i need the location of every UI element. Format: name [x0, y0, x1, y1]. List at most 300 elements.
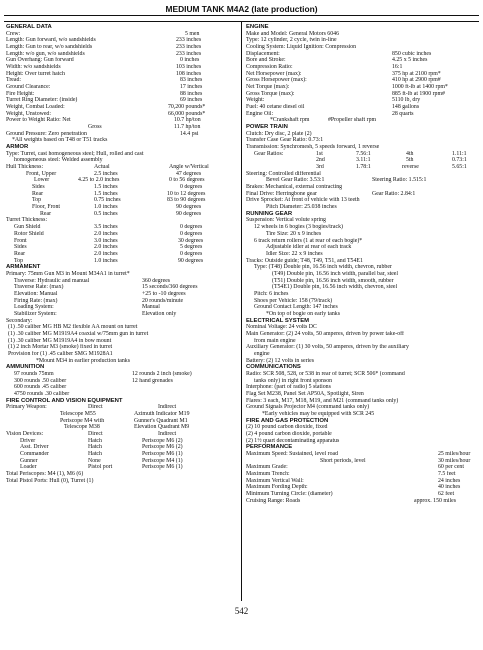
spec-label: Shoes per Vehicle: 158 (79/track)	[254, 297, 333, 304]
spec-label: 300 rounds .50 caliber	[14, 377, 67, 384]
spec-label: Fire Height:	[6, 90, 35, 97]
spec-value: 1.5 inches	[94, 190, 118, 197]
spec-row	[6, 351, 238, 358]
spec-row	[246, 471, 478, 478]
spec-value: 60 per cent	[438, 464, 464, 471]
spec-row	[6, 84, 238, 91]
spec-label: homogeneous steel: Welded assembly	[14, 157, 103, 164]
spec-row	[6, 251, 238, 258]
spec-label: Engine Oil:	[246, 110, 274, 117]
spec-label: Width: w/o sandshields	[6, 64, 61, 71]
spec-value: 28 quarts	[392, 110, 414, 117]
spec-value: 360 degrees	[142, 277, 171, 284]
spec-label: Adjustable idler at rear of each track	[266, 244, 352, 251]
spec-label: Turret Thickness:	[6, 217, 48, 224]
section-heading: PERFORMANCE	[246, 444, 293, 451]
spec-row	[6, 31, 238, 38]
spec-value: 5.65:1	[452, 164, 467, 171]
section-heading: ARMAMENT	[6, 264, 41, 271]
spec-value: 1.0 inches	[94, 204, 118, 211]
spec-value: 7.5 feet	[438, 471, 456, 478]
spec-label: 12 wheels in 6 bogies (3 bogies/track)	[254, 224, 343, 231]
spec-row	[6, 131, 238, 138]
spec-label: Total Pistol Ports: Hull (0), Turret (1)	[6, 477, 94, 484]
spec-value: 4th	[406, 150, 414, 157]
spec-label: Bore and Stroke:	[246, 57, 286, 64]
spec-label: Rear	[40, 210, 52, 217]
spec-row	[246, 391, 478, 398]
spec-value: 4.25 to 2.0 inches	[78, 177, 120, 184]
spec-label: *Early vehicles may be equipped with SCR 245	[262, 410, 375, 417]
spec-label: Maximum Fording Depth:	[246, 484, 308, 491]
spec-label: Pitch: 6 inches	[254, 290, 289, 297]
spec-value: Periscope M6 (1)	[142, 464, 183, 471]
spec-value: 1.78:1	[356, 164, 371, 171]
spec-row	[6, 471, 238, 478]
spec-label: Maximum Grade:	[246, 464, 288, 471]
spec-row	[246, 284, 478, 291]
spec-label: Displacement:	[246, 50, 280, 57]
spec-value: Azimuth Indicator M19	[134, 410, 190, 417]
spec-label: (2) 10 pound carbon dioxide, fixed	[246, 424, 328, 431]
spec-value: 1000 ft-lb at 1400 rpm*	[392, 84, 448, 91]
spec-row	[246, 84, 478, 91]
spec-row	[6, 217, 238, 224]
spec-label: Rear	[32, 190, 44, 197]
spec-row	[246, 97, 478, 104]
spec-label: Telescope M38	[64, 424, 100, 431]
spec-label: (1) .30 caliber MG M1919A4 in bow mount	[8, 337, 112, 344]
spec-label: 97 rounds 75mm	[14, 370, 54, 377]
spec-value: 62 feet	[438, 491, 455, 498]
section-heading: COMMUNICATIONS	[246, 364, 301, 371]
spec-row	[6, 231, 238, 238]
spec-label: Steering: Controlled differential	[246, 170, 321, 177]
spec-value: 233 inches	[176, 50, 202, 57]
spec-label: *On top of bogie on early tanks	[266, 310, 341, 317]
spec-row	[6, 71, 238, 78]
spec-label: Crew:	[6, 30, 21, 37]
spec-label: Hull Thickness:	[6, 164, 44, 171]
spec-label: Ground Pressure: Zero penetration	[6, 130, 87, 137]
spec-label: 6 track return rollers (1 at rear of each bogie)*	[254, 237, 363, 244]
spec-row	[6, 411, 238, 418]
spec-value: Actual	[94, 164, 110, 171]
spec-label: Rotor Shield	[14, 230, 44, 237]
spec-value: 12 rounds 2 inch (smoke)	[132, 370, 192, 377]
spec-label: Sides	[14, 244, 27, 251]
section-heading-row	[246, 318, 478, 325]
spec-label: Sides	[32, 184, 45, 191]
title-top-rule	[4, 15, 479, 16]
spec-value: 375 hp at 2100 rpm*	[392, 70, 441, 77]
spec-row	[246, 344, 478, 351]
spec-row	[6, 424, 238, 431]
spec-label: (T51) Double pin, 16.56 inch width, smooth, rubber	[272, 277, 394, 284]
section-heading: FIRE CONTROL AND VISION EQUIPMENT	[6, 397, 123, 404]
spec-row	[246, 231, 478, 238]
section-heading-row	[6, 144, 238, 151]
spec-row	[6, 77, 238, 84]
section-heading: GENERAL DATA	[6, 24, 52, 30]
spec-value: Steering Ratio: 1.515:1	[372, 177, 427, 184]
spec-value: Indirect	[158, 430, 177, 437]
spec-value: 3.11:1	[356, 157, 371, 164]
spec-row	[6, 44, 238, 51]
spec-label: Primary Weapon:	[6, 404, 47, 411]
spec-value: 0 degrees	[180, 230, 203, 237]
spec-value: 24 inches	[438, 477, 461, 484]
section-heading-row	[6, 398, 238, 405]
spec-row	[6, 51, 238, 58]
spec-label: Power to Weight Ratio: Net	[6, 117, 71, 124]
spec-row	[6, 91, 238, 98]
spec-row	[246, 144, 478, 151]
spec-row	[246, 458, 478, 465]
spec-label: Short periods, level	[320, 457, 366, 464]
spec-row	[246, 258, 478, 265]
spec-value: Periscope M4 (1)	[142, 457, 183, 464]
spec-label: 4750 rounds .30 caliber	[14, 390, 70, 397]
section-heading-row	[6, 364, 238, 371]
spec-label: Bevel Gear Ratio: 3.53:1	[266, 177, 325, 184]
spec-label: Pitch Diameter: 25.038 inches	[266, 204, 337, 211]
spec-row	[6, 184, 238, 191]
spec-row	[246, 411, 478, 418]
spec-label: Net Torque (max):	[246, 84, 290, 91]
spec-value: Gunner's Quadrant M1	[134, 417, 188, 424]
spec-value: 3.5 inches	[94, 224, 118, 231]
spec-row	[246, 197, 478, 204]
spec-row	[246, 384, 478, 391]
spec-row	[246, 304, 478, 311]
spec-row	[246, 151, 478, 158]
spec-label: Periscope M4 with	[60, 417, 105, 424]
spec-row	[6, 197, 238, 204]
spec-row	[246, 91, 478, 98]
spec-label: Gross	[88, 124, 102, 131]
spec-row	[6, 324, 238, 331]
spec-label: Turret Ring Diameter: (inside)	[6, 97, 78, 104]
spec-value: Gear Ratio: 2.84:1	[372, 190, 416, 197]
spec-value: 16:1	[392, 64, 403, 71]
spec-label: engine	[254, 350, 270, 357]
spec-value: 83 to 90 degrees	[167, 197, 206, 204]
spec-row	[246, 324, 478, 331]
spec-row	[6, 371, 238, 378]
spec-row	[246, 64, 478, 71]
spec-row	[246, 484, 478, 491]
spec-row	[246, 57, 478, 64]
spec-value: 2.0 inches	[94, 244, 118, 251]
spec-row	[6, 418, 238, 425]
spec-row	[246, 331, 478, 338]
spec-value: 2.0 inches	[94, 250, 118, 257]
spec-value: Elevation only	[142, 310, 177, 317]
spec-label: Firing Rate: (max)	[14, 297, 58, 304]
spec-label: tanks only) in right front sponson	[254, 377, 333, 384]
spec-value: 108 inches	[176, 70, 202, 77]
section-heading-row	[6, 24, 238, 31]
spec-row	[6, 391, 238, 398]
spec-row	[246, 131, 478, 138]
spec-label: (2) 1½ quart decontaminating apparatus	[246, 437, 340, 444]
spec-value: 3.0 inches	[94, 237, 118, 244]
spec-row	[246, 264, 478, 271]
spec-label: Nominal Voltage: 24 volts DC	[246, 324, 317, 331]
spec-label: Front	[14, 237, 27, 244]
spec-label: *Crankshaft rpm	[270, 117, 310, 124]
spec-label: Commander	[20, 451, 49, 457]
spec-label: Traverse Rate: (max)	[14, 284, 64, 291]
spec-row	[6, 258, 238, 265]
page-title: MEDIUM TANK M4A2 (late production)	[165, 4, 318, 14]
spec-label: Gun Shield	[14, 224, 41, 231]
spec-row	[246, 44, 478, 51]
spec-row	[6, 151, 238, 158]
spec-row	[246, 117, 478, 124]
spec-value: 233 inches	[176, 37, 202, 44]
spec-label: (1) .30 caliber MG M1919A4 coaxial w/75mm gun in turret	[8, 330, 149, 337]
spec-label: Tread:	[6, 77, 22, 84]
spec-value: 25 miles/hour	[438, 451, 471, 457]
spec-row	[6, 111, 238, 118]
spec-value: 70,200 pounds*	[168, 104, 206, 111]
spec-row	[6, 117, 238, 124]
spec-row	[246, 217, 478, 224]
section-heading: ENGINE	[246, 24, 269, 30]
section-heading: AMMUNITION	[6, 364, 45, 371]
spec-value: 410 hp at 2900 rpm#	[392, 77, 441, 84]
spec-row	[6, 164, 238, 171]
spec-label: Type: 12 cylinder, 2 cycle, twin in-line	[246, 37, 337, 44]
spec-label: (T49) Double pin, 16.56 inch width, parallel bar, steel	[272, 270, 399, 277]
spec-label: Drive Sprocket: At front of vehicle with 13 teeth	[246, 197, 360, 204]
spec-label: Vision Devices:	[6, 430, 44, 437]
spec-label: Cruising Range: Roads	[246, 497, 301, 504]
spec-row	[6, 331, 238, 338]
spec-value: 0.73:1	[452, 157, 467, 164]
spec-label: 600 rounds .45 caliber	[14, 384, 67, 391]
spec-value: 0.75 inches	[94, 197, 121, 204]
spec-row	[6, 338, 238, 345]
spec-row	[6, 284, 238, 291]
spec-row	[6, 444, 238, 451]
spec-value: Periscope M6 (2)	[142, 437, 183, 444]
spec-label: Type: Turret, cast homogeneous steel; Hull, rolled and cast	[6, 150, 144, 157]
spec-label: Loader	[20, 464, 37, 471]
spec-row	[6, 431, 238, 438]
spec-value: Manual	[142, 304, 160, 311]
spec-label: Compression Ratio:	[246, 64, 293, 71]
spec-row	[6, 238, 238, 245]
spec-value: 5th	[406, 157, 414, 164]
spec-row	[6, 451, 238, 458]
spec-row	[246, 238, 478, 245]
spec-value: 103 inches	[176, 64, 202, 71]
section-heading: ARMOR	[6, 144, 29, 151]
spec-label: Battery: (2) 12 volts in series	[246, 357, 315, 364]
spec-value: Periscope M6 (1)	[142, 451, 183, 457]
spec-value: 47 degrees	[176, 170, 202, 177]
spec-row	[6, 97, 238, 104]
spec-label: Idler Size: 22 x 9 inches	[266, 250, 323, 257]
spec-label: Length: w/o gun, w/o sandshields	[6, 50, 85, 57]
spec-value: 90 degrees	[178, 257, 204, 264]
spec-row	[6, 37, 238, 44]
spec-row	[246, 244, 478, 251]
spec-row	[246, 111, 478, 118]
spec-row	[246, 398, 478, 405]
spec-row	[6, 244, 238, 251]
spec-value: 88 inches	[180, 90, 203, 97]
spec-value: #Propeller shaft rpm	[328, 117, 377, 124]
spec-value: 12 hand grenades	[132, 377, 173, 384]
spec-label: (T54E1) Double pin, 16.56 inch width, chevron, steel	[272, 284, 398, 291]
spec-row	[246, 271, 478, 278]
spec-label: Flag Set M238, Panel Set AP50A, Spotlight, Siren	[246, 390, 364, 397]
spec-value: 15 seconds/360 degrees	[142, 284, 198, 291]
spec-row	[6, 384, 238, 391]
section-heading: FIRE AND GAS PROTECTION	[246, 417, 329, 424]
section-heading: ELECTRICAL SYSTEM	[246, 317, 310, 324]
spec-row	[246, 338, 478, 345]
spec-row	[246, 137, 478, 144]
spec-value: Hatch	[88, 444, 102, 451]
section-heading-row	[246, 24, 478, 31]
spec-label: (2) 4 pound carbon dioxide, portable	[246, 430, 332, 437]
spec-label: Tire Size: 20 x 9 inches	[266, 230, 322, 237]
spec-row	[6, 278, 238, 285]
spec-value: 5 degrees	[180, 244, 203, 251]
spec-label: Net Horsepower (max):	[246, 70, 302, 77]
spec-value: Indirect	[158, 404, 177, 411]
spec-row	[246, 478, 478, 485]
spec-label: Suspension: Vertical volute spring	[246, 217, 326, 224]
spec-value: 0 degrees	[180, 250, 203, 257]
spec-row	[6, 291, 238, 298]
section-heading-row	[246, 418, 478, 425]
spec-value: 0 inches	[180, 57, 200, 64]
spec-row	[246, 51, 478, 58]
spec-row	[6, 224, 238, 231]
spec-row	[246, 177, 478, 184]
section-heading-row	[6, 264, 238, 271]
spec-value: 90 degrees	[176, 210, 202, 217]
spec-label: Length: Gun forward, w/o sandshields	[6, 37, 96, 44]
spec-label: Weight, Combat Loaded:	[6, 104, 65, 111]
spec-row	[246, 31, 478, 38]
spec-label: Ground Contact Length: 147 inches	[254, 304, 338, 311]
spec-value: None	[88, 457, 101, 464]
spec-label: Rear	[14, 250, 26, 257]
spec-label: 3rd	[316, 164, 324, 171]
spec-value: 30 degrees	[178, 237, 204, 244]
spec-value: 1.0 inches	[94, 257, 118, 264]
spec-value: 0.5 inches	[94, 210, 118, 217]
spec-row	[246, 157, 478, 164]
spec-value: 2.0 inches	[94, 230, 118, 237]
spec-label: Front, Upper	[26, 170, 57, 177]
spec-label: *Mount M34 in earlier production tanks	[36, 357, 130, 364]
spec-label: Driver	[20, 437, 36, 444]
spec-label: (1) .50 caliber MG HB M2 flexible AA mount on turret	[8, 324, 138, 331]
spec-row	[6, 171, 238, 178]
spec-label: Auxiliary Generator: (1) 30 volts, 50 amperes, driven by the auxiliary	[246, 344, 409, 351]
spec-value: 66,000 pounds*	[168, 110, 206, 117]
spec-label: Stabilizer System:	[14, 310, 57, 317]
spec-label: Loading System:	[14, 304, 54, 311]
spec-value: 10.7 hp/ton	[174, 117, 201, 124]
spec-value: 5110 lb, dry	[392, 97, 421, 104]
right-column	[246, 24, 478, 504]
spec-value: Periscope M6 (2)	[142, 444, 183, 451]
spec-label: Gear Ratios:	[254, 150, 284, 157]
spec-row	[246, 358, 478, 365]
spec-label: Type: (T48) Double pin, 16.56 inch width, chevron, rubber	[254, 264, 392, 271]
spec-value: 20 rounds/minute	[142, 297, 184, 304]
spec-value: 0 degrees	[180, 224, 203, 231]
spec-value: 1st	[316, 150, 323, 157]
spec-value: 69 inches	[180, 97, 203, 104]
spec-row	[6, 271, 238, 278]
spec-value: Direct	[88, 430, 103, 437]
spec-label: Provision for (1) .45 caliber SMG M1928A1	[8, 350, 113, 357]
spec-row	[246, 464, 478, 471]
spec-row	[6, 318, 238, 325]
spec-label: Maximum Speed: Sustained, level road	[246, 451, 339, 457]
section-heading-row	[246, 211, 478, 218]
spec-row	[246, 164, 478, 171]
spec-row	[246, 351, 478, 358]
spec-row	[6, 204, 238, 211]
spec-value: 0 degrees	[180, 184, 203, 191]
spec-row	[6, 64, 238, 71]
spec-value: 5 men	[185, 30, 200, 37]
spec-row	[246, 491, 478, 498]
spec-label: (1) 2 inch Mortar M3 (smoke) fixed in turret	[8, 344, 113, 351]
spec-row	[246, 204, 478, 211]
spec-row	[6, 458, 238, 465]
spec-label: Transfer Case Gear Ratio: 0.73:1	[246, 137, 324, 144]
spec-label: Telescope M55	[60, 410, 96, 417]
spec-value: 148 gallons	[392, 104, 420, 111]
spec-value: approx. 150 miles	[414, 497, 457, 504]
spec-label: Top	[14, 257, 24, 264]
spec-value: 4.25 x 5 inches	[392, 57, 428, 64]
spec-row	[246, 498, 478, 505]
spec-row	[246, 451, 478, 458]
spec-row	[6, 177, 238, 184]
spec-row	[246, 311, 478, 318]
spec-label: Flares: 3 each, M17, M18, M19, and M21 (command tanks only)	[246, 397, 399, 404]
spec-row	[6, 211, 238, 218]
spec-value: 30 miles/hour	[438, 457, 471, 464]
spec-label: Traverse: Hydraulic and manual	[14, 277, 90, 284]
spec-value: 1.5 inches	[94, 184, 118, 191]
spec-label: Floor, Front	[32, 204, 61, 211]
spec-value: 850 cubic inches	[392, 50, 432, 57]
spec-row	[6, 157, 238, 164]
spec-row	[6, 378, 238, 385]
spec-label: Gross Torque (max):	[246, 90, 295, 97]
spec-row	[246, 37, 478, 44]
spec-row	[6, 438, 238, 445]
section-heading: RUNNING GEAR	[246, 210, 293, 217]
spec-label: Gun Overhang: Gun forward	[6, 57, 74, 64]
spec-value: 40 inches	[438, 484, 461, 491]
spec-label: Asst. Driver	[20, 444, 49, 451]
